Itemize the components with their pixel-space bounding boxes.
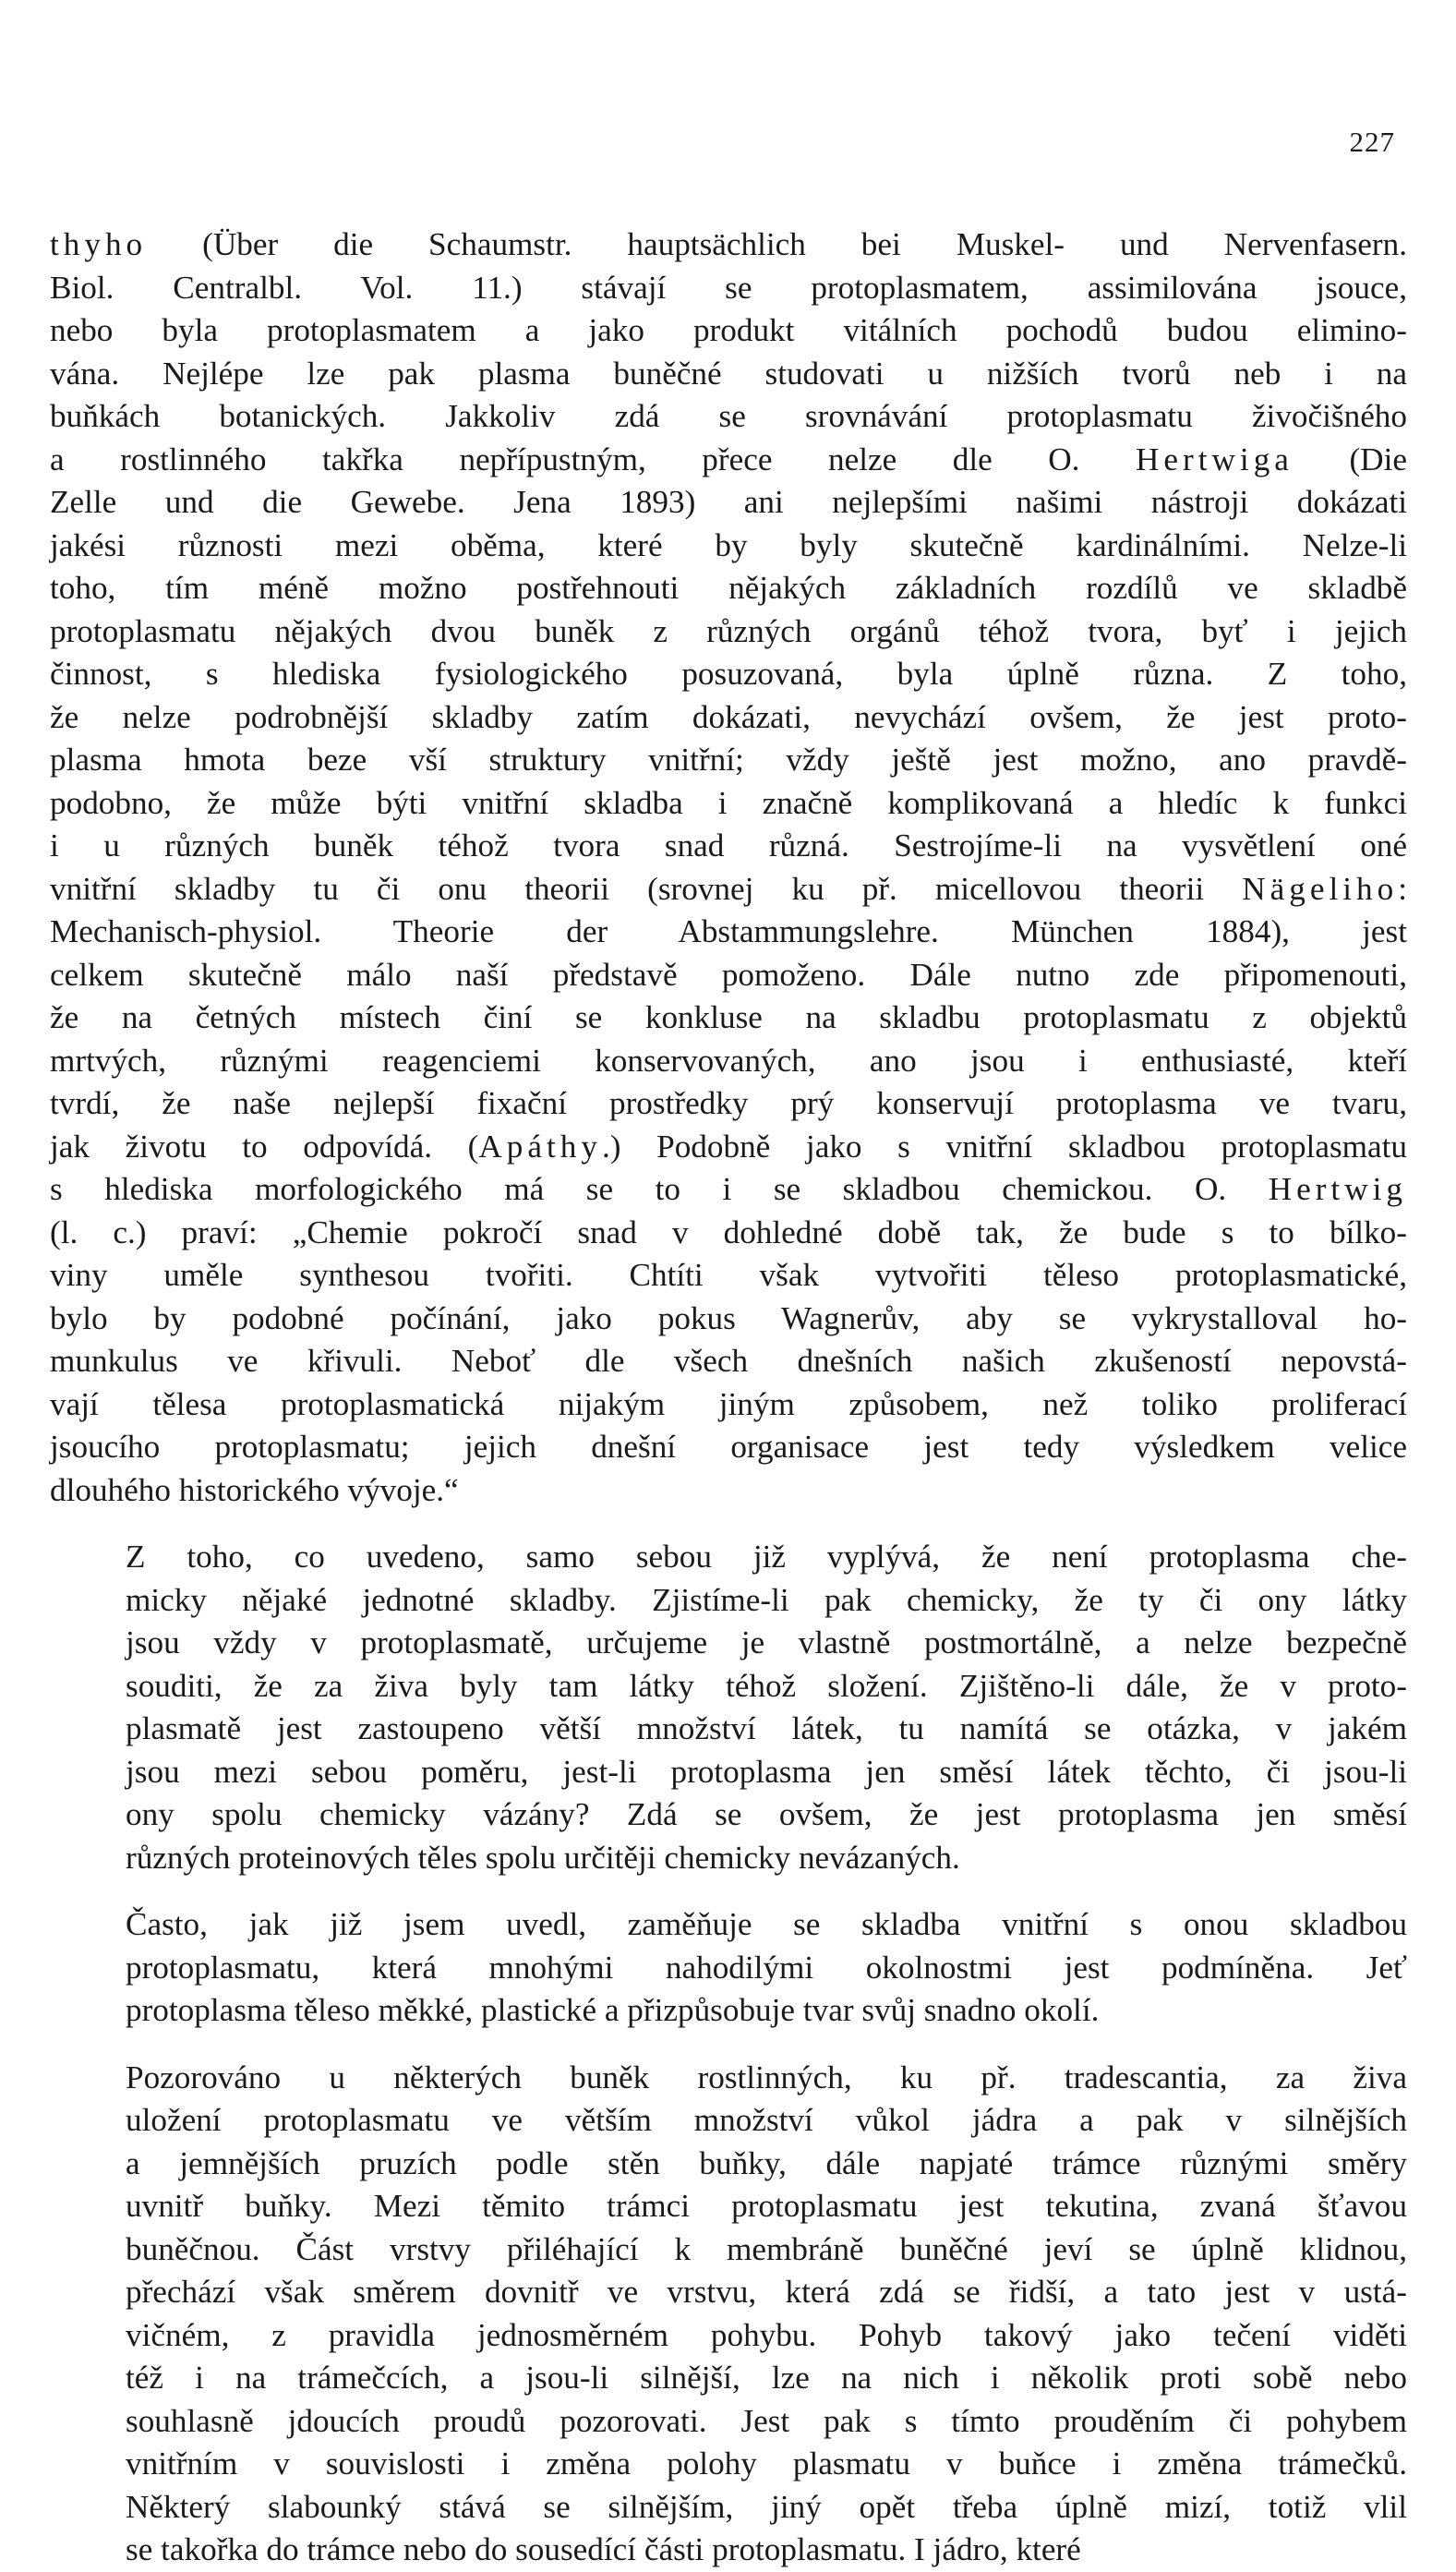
text-run: bylo by podobné počínání, jako pokus Wagnerův, aby se vykrystalloval ho-: [50, 1299, 1407, 1336]
text-run: i u různých buněk téhož tvora snad různá. Sestrojíme-li na vysvětlení oné: [50, 827, 1407, 863]
text-run: vičném, z pravidla jednosměrném pohybu. Pohyb takový jako tečení viděti: [126, 2316, 1407, 2353]
text-run: vnitřním v souvislosti i změna polohy plasmatu v buňce i změna trámečků.: [126, 2445, 1407, 2481]
text-line: [50, 1989, 1407, 2033]
text-run: a jemnějších pruzích podle stěn buňky, dále napjaté trámce různými směry: [126, 2144, 1407, 2181]
text-run: micky nějaké jednotné skladby. Zjistíme-li pak chemicky, že ty či ony látky: [126, 1581, 1407, 1618]
text-run: viny uměle synthesou tvořiti. Chtíti však vytvořiti těleso protoplasmatické,: [50, 1257, 1407, 1293]
text-line: [50, 2271, 1407, 2314]
text-run: Zelle und die Gewebe. Jena 1893) ani nejlepšími našimi nástroji dokázati: [50, 484, 1407, 520]
text-run: činnost, s hlediska fysiologického posuzovaná, byla úplně různa. Z toho,: [50, 656, 1407, 692]
text-line: [50, 1793, 1407, 1837]
text-run: jsoucího protoplasmatu; jejich dnešní organisace jest tedy výsledkem velice: [50, 1429, 1407, 1465]
page-number: 227: [1349, 126, 1395, 158]
text-line: [50, 868, 1407, 912]
text-line: [50, 610, 1407, 654]
text-line: [50, 267, 1407, 310]
text-line: [50, 223, 1407, 267]
text-line: [50, 1383, 1407, 1427]
text-run: že nelze podrobnější skladby zatím dokázati, nevychází ovšem, že jest proto-: [50, 698, 1407, 735]
text-run: jakési různosti mezi oběma, které by byly skutečně kardinálními. Nelze-li: [50, 526, 1407, 563]
spaced-name: thyho: [50, 226, 148, 262]
text-line: [50, 2228, 1407, 2272]
text-run: tvrdí, že naše nejlepší fixační prostředky prý konservují protoplasma ve tvaru,: [50, 1085, 1407, 1121]
text-run: Často, jak již jsem uvedl, zaměňuje se skladba vnitřní s onou skladbou: [126, 1906, 1407, 1942]
text-line: [50, 782, 1407, 826]
text-run: vána. Nejlépe lze pak plasma buněčné studovati u nižších tvorů neb i na: [50, 355, 1407, 392]
text-run: se takořka do trámce nebo do sousedící části protoplasmatu. I jádro, které: [126, 2531, 1081, 2567]
text-line: [50, 1254, 1407, 1298]
text-run: buněčnou. Část vrstvy přiléhající k membráně buněčné jeví se úplně klidnou,: [126, 2230, 1407, 2267]
text-run: a rostlinného takřka nepřípustným, přece nelze dle O.: [50, 441, 1136, 477]
text-run: protoplasmatu nějakých dvou buněk z různých orgánů téhož tvora, byť i jejich: [50, 612, 1407, 649]
text-line: [50, 911, 1407, 954]
text-run: podobno, že může býti vnitřní skladba i značně komplikovaná a hledíc k funkci: [50, 784, 1407, 821]
text-run: že na četných místech činí se konkluse na skladbu protoplasmatu z objektů: [50, 999, 1407, 1035]
text-run: uložení protoplasmatu ve větším množství vůkol jádra a pak v silnějších: [126, 2102, 1407, 2138]
text-line: [50, 1665, 1407, 1709]
text-run: uvnitř buňky. Mezi těmito trámci protoplasmatu jest tekutina, zvaná šťavou: [126, 2188, 1407, 2224]
text-line: [50, 2400, 1407, 2444]
paragraph: [50, 2057, 1407, 2572]
text-run: Biol. Centralbl. Vol. 11.) stávají se protoplasmatem, assimilována jsouce,: [50, 269, 1407, 306]
text-line: [50, 1082, 1407, 1126]
text-line: [50, 2099, 1407, 2143]
paragraph: [50, 223, 1407, 1512]
text-line: [50, 1579, 1407, 1623]
text-line: [50, 1212, 1407, 1255]
paragraph: [50, 1903, 1407, 2033]
text-line: [50, 1837, 1407, 1880]
text-line: [50, 1708, 1407, 1751]
text-line: [50, 439, 1407, 482]
text-line: [50, 1751, 1407, 1794]
text-run: souditi, že za živa byly tam látky téhož složení. Zjištěno-li dále, že v proto-: [126, 1667, 1407, 1704]
paragraph: [50, 1536, 1407, 1879]
text-run: dlouhého historického vývoje.“: [50, 1471, 459, 1508]
spaced-name: Hertwig: [1268, 1171, 1407, 1207]
text-line: [50, 1947, 1407, 1990]
text-run: jsou mezi sebou poměru, jest-li protoplasma jen směsí látek těchto, či jsou-li: [126, 1753, 1407, 1790]
text-run: plasmatě jest zastoupeno větší množství látek, tu namítá se otázka, v jakém: [126, 1710, 1407, 1746]
text-line: [50, 353, 1407, 396]
text-run: buňkách botanických. Jakkoliv zdá se srovnávání protoplasmatu živočišného: [50, 398, 1407, 434]
text-line: [50, 1168, 1407, 1212]
text-run: :: [1398, 870, 1407, 907]
text-line: [50, 1298, 1407, 1341]
text-run: celkem skutečně málo naší představě pomoženo. Dále nutno zde připomenouti,: [50, 956, 1407, 993]
spaced-name: Hertwiga: [1136, 441, 1294, 477]
text-line: [50, 2443, 1407, 2486]
text-run: různých proteinových těles spolu určitěji chemicky nevázaných.: [126, 1839, 960, 1876]
text-run: též i na trámečcích, a jsou-li silnější, lze na nich i několik proti sobě nebo: [126, 2360, 1407, 2396]
text-run: s hlediska morfologického má se to i se skladbou chemickou. O.: [50, 1171, 1269, 1207]
text-run: vají tělesa protoplasmatická nijakým jiným způsobem, než toliko proliferací: [50, 1385, 1407, 1422]
text-line: [50, 567, 1407, 610]
text-line: [50, 2529, 1407, 2572]
text-run: toho, tím méně možno postřehnouti nějakých základních rozdílů ve skladbě: [50, 570, 1407, 606]
text-run: ony spolu chemicky vázány? Zdá se ovšem, že jest protoplasma jen směsí: [126, 1796, 1407, 1832]
text-line: [50, 525, 1407, 568]
text-run: munkulus ve křivuli. Neboť dle všech dnešních našich zkušeností nepovstá-: [50, 1343, 1407, 1379]
text-run: mrtvých, různými reagenciemi konservovaných, ano jsou i enthusiasté, kteří: [50, 1042, 1407, 1079]
text-run: protoplasmatu, která mnohými nahodilými okolnostmi jest podmíněna. Jeť: [126, 1949, 1407, 1986]
text-run: (Über die Schaumstr. hauptsächlich bei Muskel- und Nervenfasern.: [147, 226, 1407, 262]
text-run: jak životu to odpovídá. (: [50, 1128, 479, 1165]
text-run: přechází však směrem dovnitř ve vrstvu, která zdá se řidší, a tato jest v ustá-: [126, 2274, 1407, 2310]
text-run: Z toho, co uvedeno, samo sebou již vyplývá, že není protoplasma che-: [126, 1539, 1407, 1575]
text-line: [50, 1903, 1407, 1947]
text-line: [50, 395, 1407, 439]
text-run: Pozorováno u některých buněk rostlinných, ku př. tradescantia, za živa: [126, 2059, 1407, 2095]
text-line: [50, 1622, 1407, 1665]
text-run: souhlasně jdoucích proudů pozorovati. Jest pak s tímto prouděním či pohybem: [126, 2402, 1407, 2439]
body-text: [50, 223, 1407, 2572]
text-line: [50, 1536, 1407, 1579]
spaced-name: Nägeliho: [1242, 870, 1399, 907]
text-line: [50, 2357, 1407, 2400]
text-line: [50, 1340, 1407, 1383]
text-run: (l. c.) praví: „Chemie pokročí snad v dohledné době tak, že bude s to bílko-: [50, 1214, 1407, 1250]
text-line: [50, 2057, 1407, 2100]
text-line: [50, 481, 1407, 525]
text-line: [50, 653, 1407, 696]
text-line: [50, 739, 1407, 782]
text-line: [50, 2314, 1407, 2358]
text-line: [50, 2486, 1407, 2530]
text-run: vnitřní skladby tu či onu theorii (srovnej ku př. micellovou theorii: [50, 870, 1243, 907]
text-line: [50, 696, 1407, 740]
text-line: [50, 2185, 1407, 2228]
text-line: [50, 1126, 1407, 1169]
text-run: plasma hmota beze vší struktury vnitřní; vždy ještě jest možno, ano pravdě-: [50, 742, 1407, 778]
text-run: Některý slabounký stává se silnějším, jiný opět třeba úplně mizí, totiž vlil: [126, 2488, 1407, 2525]
text-line: [50, 1469, 1407, 1513]
text-run: .) Podobně jako s vnitřní skladbou protoplasmatu: [601, 1128, 1407, 1165]
text-run: protoplasma těleso měkké, plastické a přizpůsobuje tvar svůj snadno okolí.: [126, 1992, 1100, 2028]
text-line: [50, 1040, 1407, 1083]
text-line: [50, 1426, 1407, 1469]
text-run: jsou vždy v protoplasmatě, určujeme je vlastně postmortálně, a nelze bezpečně: [126, 1624, 1407, 1660]
text-line: [50, 954, 1407, 997]
spaced-name: Apáthy: [478, 1128, 602, 1165]
text-line: [50, 825, 1407, 868]
text-run: (Die: [1293, 441, 1407, 477]
text-line: [50, 996, 1407, 1040]
text-run: Mechanisch-physiol. Theorie der Abstammungslehre. München 1884), jest: [50, 913, 1407, 949]
text-line: [50, 2143, 1407, 2186]
text-run: nebo byla protoplasmatem a jako produkt vitálních pochodů budou elimino-: [50, 312, 1407, 348]
text-line: [50, 309, 1407, 353]
